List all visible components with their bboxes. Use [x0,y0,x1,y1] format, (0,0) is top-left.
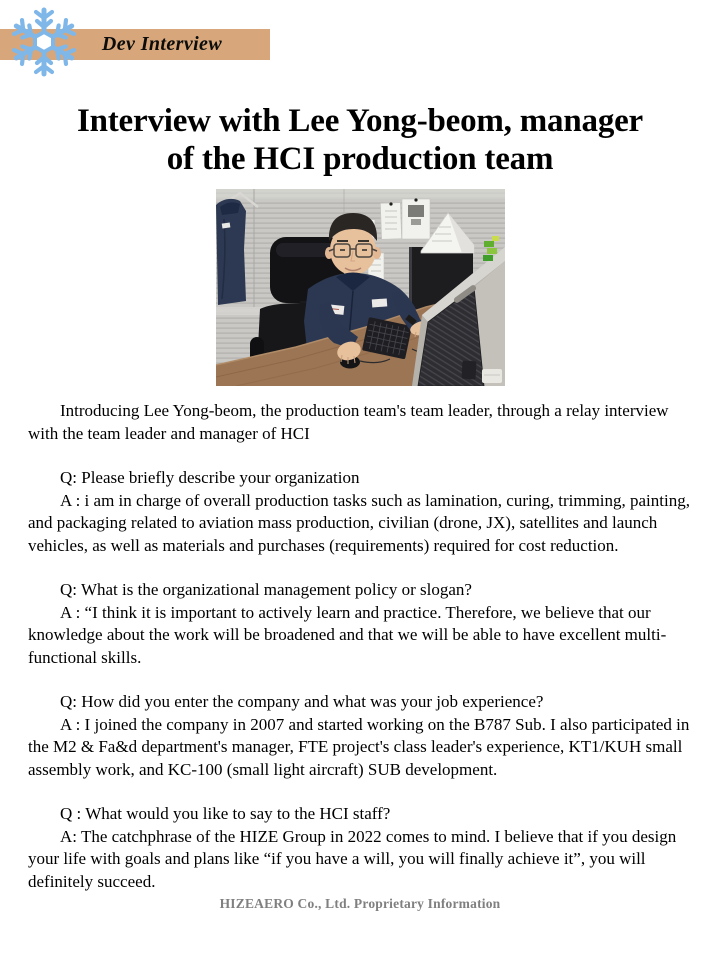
question-paragraph: Q: Please briefly describe your organization [60,468,360,487]
qa-block-4 [28,803,692,893]
qa-block-2 [28,579,692,669]
photo-power-brick [482,369,502,383]
intro-paragraph: Introducing Lee Yong-beom, the production team's team leader, through a relay interview with the team leader and manager of HCI [28,401,669,443]
page-title-line2: of the HCI production team [166,141,554,177]
qa-block-3 [28,691,692,781]
snowflake-icon-svg [8,4,80,80]
answer-paragraph: A: The catchphrase of the HIZE Group in 2022 comes to mind. I believe that if you design your life with goals and plans like “if you have a will, you will finally achieve it”, you will definitely succeed. [28,826,677,891]
page-header [0,0,720,60]
interview-photo [216,189,505,386]
snowflake-icon [8,4,80,80]
page-title [8,102,712,178]
answer-paragraph: A : “I think it is important to actively learn and practice. Therefore, we believe that our knowledge about the work will be broadened and that we will be able to have excellent multi-functional skills. [28,602,667,667]
qa-block-1 [28,467,692,557]
answer-paragraph: A : i am in charge of overall production tasks such as lamination, curing, trimming, painting, and packaging related to aviation mass production, civilian (drone, JX), satellites and launch vehicles, as well as materials and purchases (requirements) required for cost reduction. [28,490,690,555]
question-paragraph: Q: How did you enter the company and what was your job experience? [60,692,544,711]
question-paragraph: Q : What would you like to say to the HCI staff? [60,804,391,823]
answer-paragraph: A : I joined the company in 2007 and started working on the B787 Sub. I also participated in the M2 & Fa&d department's manager, FTE project's class leader's experience, KT1/KUH small assembly work, and KC-100 (small light aircraft) SUB development. [28,714,690,779]
page-title-line1: Interview with Lee Yong-beom, manager [76,103,644,139]
interview-photo-scene [216,189,505,386]
question-paragraph: Q: What is the organizational management policy or slogan? [60,580,472,599]
footer-note: HIZEAERO Co., Ltd. Proprietary Information [219,896,501,911]
section-banner-label: Dev Interview [101,33,223,55]
article-body [28,400,692,893]
